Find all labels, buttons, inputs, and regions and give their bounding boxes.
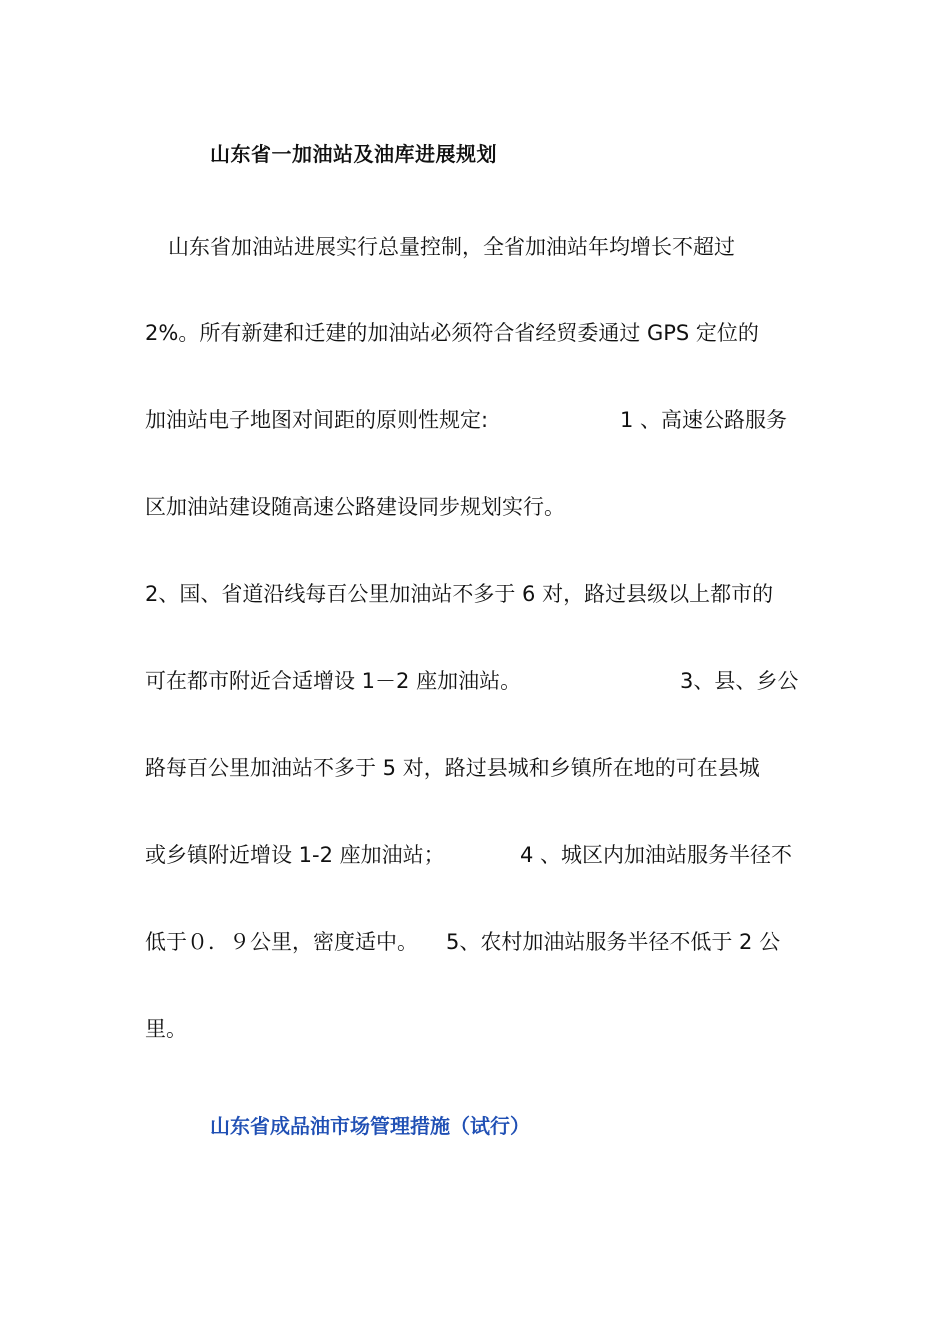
paragraph-segment: 3、县、乡公 xyxy=(680,669,799,693)
paragraph-line: 2、国、省道沿线每百公里加油站不多于 6 对，路过县级以上都市的 xyxy=(145,582,774,606)
section-subtitle-link[interactable]: 山东省成品油市场管理措施（试行） xyxy=(210,1114,530,1138)
paragraph-segment: 1 、高速公路服务 xyxy=(620,408,788,432)
paragraph-line xyxy=(520,840,792,870)
paragraph-segment: 低于０．９公里，密度适中。 xyxy=(145,930,418,954)
paragraph-line: 区加油站建设随高速公路建设同步规划实行。 xyxy=(145,495,565,519)
paragraph-line xyxy=(145,666,521,696)
paragraph-line xyxy=(446,927,780,957)
paragraph-line: 里。 xyxy=(145,1017,187,1041)
paragraph-segment: 4 、城区内加油站服务半径不 xyxy=(520,843,793,867)
paragraph-line: 2%。所有新建和迁建的加油站必须符合省经贸委通过 GPS 定位的 xyxy=(145,321,759,345)
paragraph-segment: 可在都市附近合适增设 1－2 座加油站。 xyxy=(145,669,522,693)
paragraph-segment: 或乡镇附近增设 1-2 座加油站； xyxy=(145,843,445,867)
paragraph-segment: 加油站电子地图对间距的原则性规定: xyxy=(145,408,489,432)
paragraph-line xyxy=(145,840,445,870)
paragraph-segment: 5、农村加油站服务半径不低于 2 公 xyxy=(446,930,781,954)
paragraph-line xyxy=(145,927,418,957)
paragraph-line xyxy=(145,405,488,435)
paragraph-line: 路每百公里加油站不多于 5 对，路过县城和乡镇所在地的可在县城 xyxy=(145,756,760,780)
document-title: 山东省一加油站及油库进展规划 xyxy=(210,142,497,166)
paragraph-line xyxy=(620,405,787,435)
paragraph-line: 山东省加油站进展实行总量控制，全省加油站年均增长不超过 xyxy=(168,235,735,259)
paragraph-line xyxy=(680,666,798,696)
